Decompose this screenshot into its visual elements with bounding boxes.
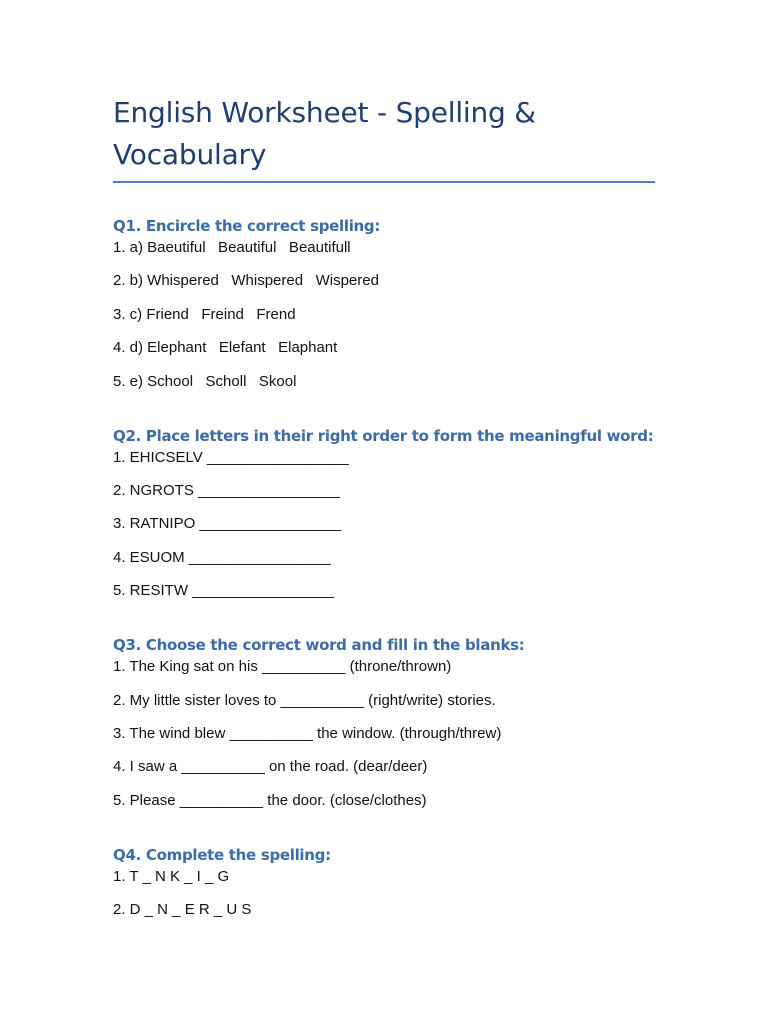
section-q4: [113, 844, 655, 921]
list-item: 2. NGROTS _________________: [113, 481, 340, 499]
section-heading: Q3. Choose the correct word and fill in the blanks:: [113, 636, 525, 655]
section-heading: Q4. Complete the spelling:: [113, 845, 331, 864]
list-item: 3. RATNIPO _________________: [113, 515, 342, 533]
list-item: 2. D _ N _ E R _ U S: [113, 901, 252, 919]
list-item: 3. The wind blew __________ the window. (through/threw): [113, 724, 502, 742]
title-underline: [113, 181, 655, 183]
list-item: 2. My little sister loves to __________ (right/write) stories.: [113, 691, 496, 709]
list-item: 5. Please __________ the door. (close/clothes): [113, 791, 427, 809]
section-heading: Q2. Place letters in their right order to form the meaningful word:: [113, 426, 654, 445]
list-item: 3. c) Friend Freind Frend: [113, 305, 296, 323]
page-title: English Worksheet - Spelling & Vocabulary: [113, 96, 536, 171]
list-item: 5. RESITW _________________: [113, 582, 334, 600]
list-item: 2. b) Whispered Whispered Wispered: [113, 272, 379, 290]
section-q1: [113, 215, 655, 393]
list-item: 1. The King sat on his __________ (throne/thrown): [113, 658, 452, 676]
section-q3: [113, 634, 655, 812]
list-item: 4. ESUOM _________________: [113, 548, 331, 566]
list-item: 1. EHICSELV _________________: [113, 448, 349, 466]
list-item: 4. I saw a __________ on the road. (dear/deer): [113, 758, 428, 776]
list-item: 1. a) Baeutiful Beautiful Beautifull: [113, 239, 351, 256]
section-q2: [113, 425, 655, 603]
list-item: 1. T _ N K _ I _ G: [113, 867, 230, 885]
worksheet-page: [113, 92, 655, 921]
section-heading: Q1. Encircle the correct spelling:: [113, 217, 381, 235]
list-item: 4. d) Elephant Elefant Elaphant: [113, 339, 338, 357]
list-item: 5. e) School Scholl Skool: [113, 372, 297, 390]
